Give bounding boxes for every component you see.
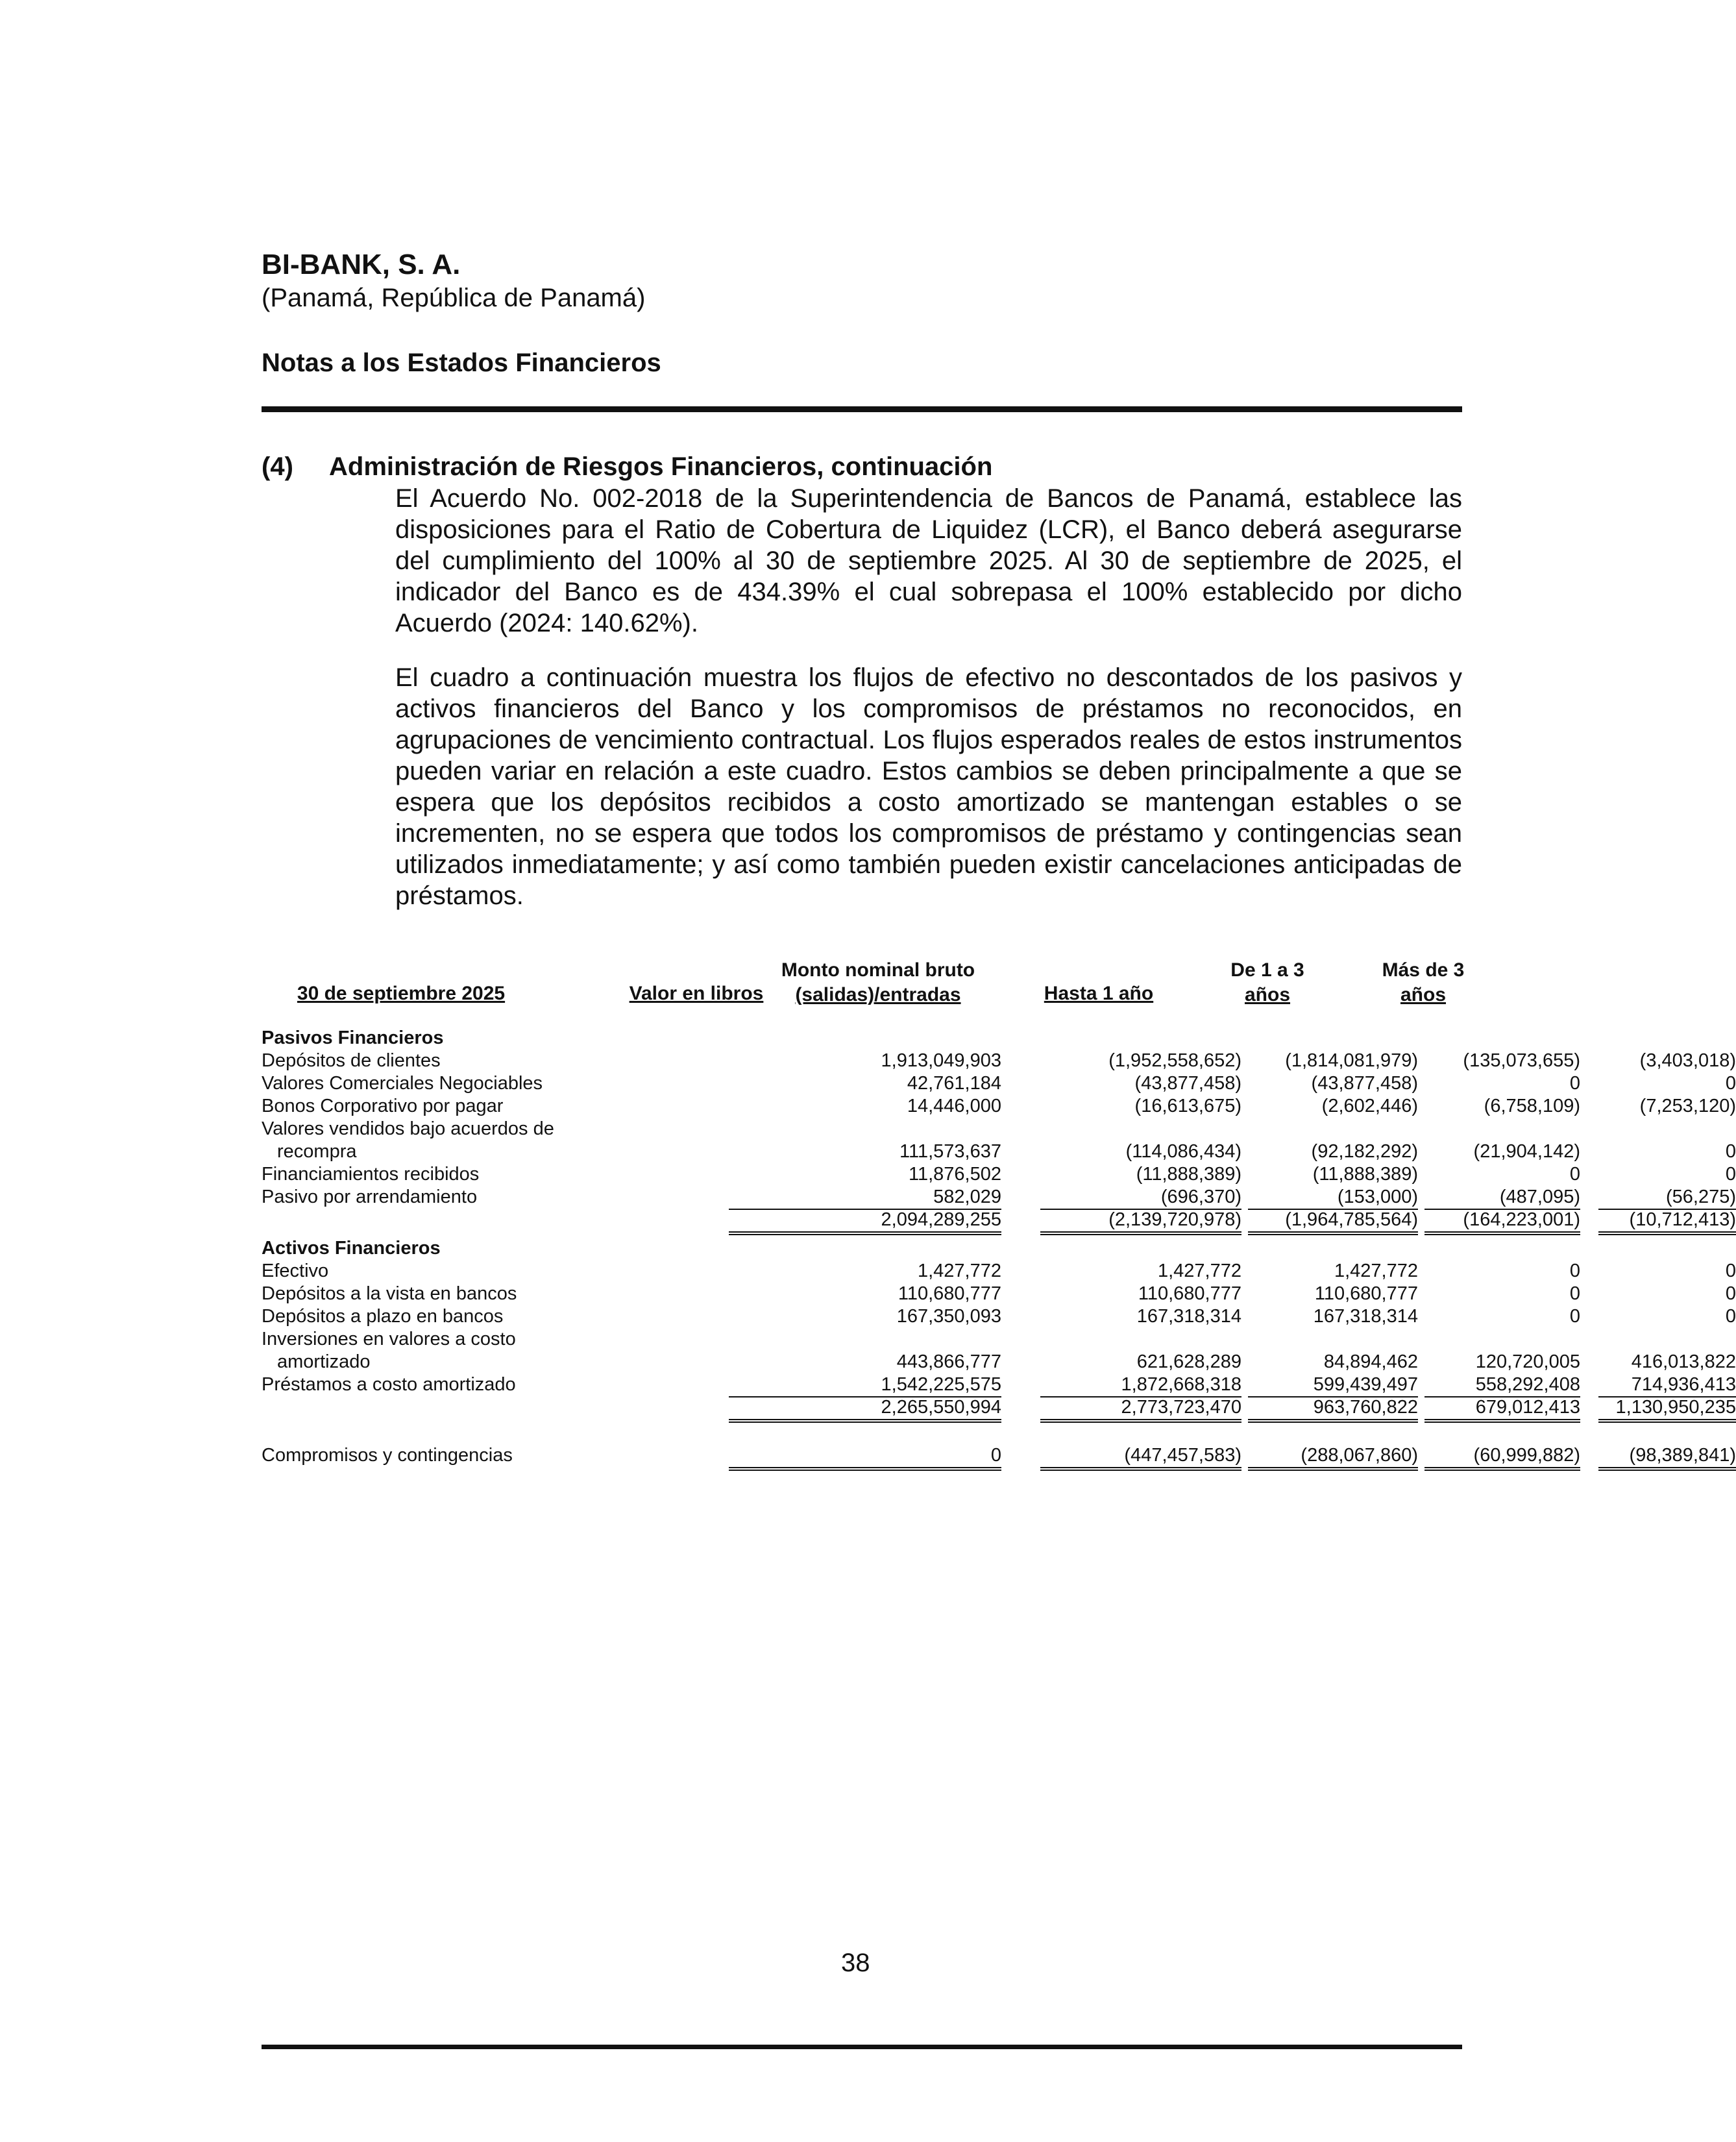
row-label: Préstamos a costo amortizado	[262, 1374, 516, 1395]
cell-1-to-3-years: (487,095)	[1424, 1186, 1580, 1210]
cell-1-to-3-years: 0	[1569, 1283, 1580, 1304]
section-number: (4)	[262, 452, 293, 481]
cell-1-to-3-years: (135,073,655)	[1463, 1050, 1580, 1071]
cell-more-than-3-years: (98,389,841)	[1598, 1444, 1736, 1471]
cell-gross-amount: (447,457,583)	[1040, 1444, 1241, 1471]
paragraph-cash-flows: El cuadro a continuación muestra los flujos de efectivo no descontados de los pasivos y activos financieros del Banco y los compromisos de préstamos no reconocidos, en agrupaciones de vencimiento contractual. Los flujos esperados reales de estos instrumentos pueden variar en relación a este cuadro. Estos cambios se deben principalmente a que se espera que los depósitos recibidos a costo amortizado se mantengan estables o se incrementen, no se espera que todos los compromisos de préstamo y contingencias sean utilizados inmediatamente; y así como también pueden existir cancelaciones anticipadas de préstamos.	[395, 663, 1462, 910]
cell-1-to-3-years: 0	[1569, 1164, 1580, 1185]
row-label: Bonos Corporativo por pagar	[262, 1096, 504, 1116]
cell-book-value: 110,680,777	[898, 1283, 1001, 1304]
cell-more-than-3-years: 0	[1725, 1283, 1736, 1304]
table-row	[262, 1095, 1736, 1118]
cell-book-value: 1,542,225,575	[729, 1373, 1001, 1397]
cell-book-value: 42,761,184	[907, 1073, 1001, 1094]
cell-up-to-1-year: 84,894,462	[1323, 1351, 1418, 1372]
header-up-to-1-year	[1001, 981, 1196, 1006]
cell-more-than-3-years: (56,275)	[1598, 1186, 1736, 1210]
table-row	[262, 1186, 1736, 1209]
cell-up-to-1-year: (11,888,389)	[1312, 1164, 1418, 1185]
row-label: Inversiones en valores a costo	[262, 1329, 516, 1349]
row-label: Depósitos a plazo en bancos	[262, 1306, 504, 1327]
row-label-continued: amortizado	[277, 1351, 371, 1372]
company-location: (Panamá, República de Panamá)	[262, 284, 646, 312]
header-1-to-3-line2: años	[1244, 984, 1291, 1005]
row-label: Pasivo por arrendamiento	[262, 1187, 478, 1207]
cell-gross-amount: (114,086,434)	[1125, 1141, 1241, 1162]
header-more-than-3-line1: Más de 3	[1382, 959, 1465, 981]
cell-up-to-1-year: 1,427,772	[1334, 1261, 1418, 1281]
row-label: Depósitos a la vista en bancos	[262, 1283, 517, 1304]
cell-1-to-3-years: (60,999,882)	[1424, 1444, 1580, 1471]
header-1-to-3-line1: De 1 a 3	[1230, 959, 1304, 981]
table-row-commitments	[262, 1444, 1736, 1467]
total-book-value: 2,265,550,994	[729, 1396, 1001, 1423]
header-period-text: 30 de septiembre 2025	[297, 983, 506, 1004]
total-gross-amount: (2,139,720,978)	[1040, 1209, 1241, 1235]
cell-gross-amount: (696,370)	[1040, 1186, 1241, 1210]
table-row	[262, 1305, 1736, 1328]
header-gross-amount	[742, 958, 1014, 1007]
section-assets	[262, 1237, 1475, 1260]
table-row	[262, 1140, 1736, 1163]
header-more-than-3-years	[1326, 958, 1521, 1007]
table-row	[262, 1163, 1736, 1186]
total-up-to-1-year: 963,760,822	[1248, 1396, 1418, 1423]
header-more-than-3-line2: años	[1400, 984, 1447, 1005]
cell-gross-amount: (1,952,558,652)	[1108, 1050, 1241, 1071]
cell-more-than-3-years: 0	[1725, 1073, 1736, 1094]
table-row	[262, 1373, 1736, 1396]
cell-gross-amount: 1,872,668,318	[1040, 1373, 1241, 1397]
cell-book-value: 11,876,502	[909, 1164, 1001, 1185]
cell-up-to-1-year: (2,602,446)	[1321, 1096, 1418, 1116]
total-more-than-3-years: (10,712,413)	[1598, 1209, 1736, 1235]
cell-1-to-3-years: (21,904,142)	[1473, 1141, 1580, 1162]
cell-1-to-3-years: 0	[1569, 1261, 1580, 1281]
liabilities-title: Pasivos Financieros	[262, 1028, 444, 1048]
row-label: Valores vendidos bajo acuerdos de	[262, 1118, 554, 1139]
cell-more-than-3-years: (3,403,018)	[1639, 1050, 1736, 1071]
page-number: 38	[841, 1949, 870, 1977]
cell-more-than-3-years: 0	[1725, 1141, 1736, 1162]
table-row-total-assets	[262, 1396, 1736, 1419]
table-row-total-liabilities	[262, 1209, 1736, 1231]
header-period	[262, 981, 541, 1006]
footer-divider	[262, 2045, 1462, 2049]
cell-more-than-3-years: (7,253,120)	[1639, 1096, 1736, 1116]
total-book-value: 2,094,289,255	[729, 1209, 1001, 1235]
cell-more-than-3-years: 0	[1725, 1164, 1736, 1185]
cell-gross-amount: (16,613,675)	[1134, 1096, 1241, 1116]
cell-book-value: 1,427,772	[917, 1261, 1001, 1281]
section-liabilities	[262, 1027, 1475, 1050]
cell-book-value: 0	[729, 1444, 1001, 1471]
cell-up-to-1-year: (1,814,081,979)	[1285, 1050, 1418, 1071]
cell-book-value: 1,913,049,903	[881, 1050, 1001, 1071]
section-title: Administración de Riesgos Financieros, continuación	[329, 452, 993, 481]
cell-gross-amount: 1,427,772	[1157, 1261, 1241, 1281]
cell-book-value: 443,866,777	[896, 1351, 1001, 1372]
maturity-table	[262, 954, 1736, 1486]
cell-book-value: 582,029	[729, 1186, 1001, 1210]
row-label: Efectivo	[262, 1261, 329, 1281]
table-row-label-line1	[262, 1328, 1475, 1351]
total-1-to-3-years: (164,223,001)	[1424, 1209, 1580, 1235]
cell-up-to-1-year: (153,000)	[1248, 1186, 1418, 1210]
cell-1-to-3-years: 0	[1569, 1073, 1580, 1094]
cell-1-to-3-years: 120,720,005	[1475, 1351, 1580, 1372]
cell-more-than-3-years: 416,013,822	[1631, 1351, 1736, 1372]
row-label: Valores Comerciales Negociables	[262, 1073, 543, 1094]
table-row	[262, 1072, 1736, 1095]
total-up-to-1-year: (1,964,785,564)	[1248, 1209, 1418, 1235]
cell-up-to-1-year: 110,680,777	[1314, 1283, 1418, 1304]
header-gross-line1: Monto nominal bruto	[781, 959, 975, 981]
total-more-than-3-years: 1,130,950,235	[1598, 1396, 1736, 1423]
company-name: BI-BANK, S. A.	[262, 249, 461, 280]
table-row	[262, 1283, 1736, 1305]
cell-book-value: 14,446,000	[907, 1096, 1001, 1116]
cell-book-value: 111,573,637	[899, 1141, 1001, 1162]
cell-gross-amount: 167,318,314	[1136, 1306, 1241, 1327]
row-label: Compromisos y contingencias	[262, 1445, 513, 1466]
cell-gross-amount: (43,877,458)	[1134, 1073, 1241, 1094]
cell-1-to-3-years: 558,292,408	[1424, 1373, 1580, 1397]
cell-up-to-1-year: 599,439,497	[1248, 1373, 1418, 1397]
cell-up-to-1-year: (43,877,458)	[1311, 1073, 1418, 1094]
row-label-continued: recompra	[277, 1141, 357, 1162]
row-label: Depósitos de clientes	[262, 1050, 441, 1071]
total-gross-amount: 2,773,723,470	[1040, 1396, 1241, 1423]
total-1-to-3-years: 679,012,413	[1424, 1396, 1580, 1423]
header-gross-line2: (salidas)/entradas	[795, 984, 961, 1005]
row-label: Financiamientos recibidos	[262, 1164, 480, 1185]
cell-1-to-3-years: (6,758,109)	[1484, 1096, 1580, 1116]
table-row	[262, 1050, 1736, 1072]
table-row	[262, 1351, 1736, 1373]
table-row	[262, 1260, 1736, 1283]
header-up-to-1-year-text: Hasta 1 año	[1044, 983, 1154, 1004]
cell-gross-amount: 621,628,289	[1136, 1351, 1241, 1372]
cell-gross-amount: (11,888,389)	[1136, 1164, 1241, 1185]
notes-title: Notas a los Estados Financieros	[262, 349, 661, 377]
header-divider	[262, 406, 1462, 412]
cell-more-than-3-years: 0	[1725, 1306, 1736, 1327]
cell-more-than-3-years: 714,936,413	[1598, 1373, 1736, 1397]
table-row-label-line1	[262, 1118, 1475, 1140]
cell-up-to-1-year: 167,318,314	[1313, 1306, 1418, 1327]
cell-book-value: 167,350,093	[896, 1306, 1001, 1327]
paragraph-lcr: El Acuerdo No. 002-2018 de la Superintendencia de Bancos de Panamá, establece las disposiciones para el Ratio de Cobertura de Liquidez (LCR), el Banco deberá asegurarse del cumplimiento del 100% al 30 de septiembre 2025. Al 30 de septiembre de 2025, el indicador del Banco es de 434.39% el cual sobrepasa el 100% establecido por dicho Acuerdo (2024: 140.62%).	[395, 484, 1462, 637]
cell-up-to-1-year: (288,067,860)	[1248, 1444, 1418, 1471]
assets-title: Activos Financieros	[262, 1238, 441, 1259]
cell-more-than-3-years: 0	[1725, 1261, 1736, 1281]
cell-gross-amount: 110,680,777	[1138, 1283, 1241, 1304]
cell-1-to-3-years: 0	[1569, 1306, 1580, 1327]
header-book-value-text: Valor en libros	[629, 983, 764, 1004]
cell-up-to-1-year: (92,182,292)	[1311, 1141, 1418, 1162]
